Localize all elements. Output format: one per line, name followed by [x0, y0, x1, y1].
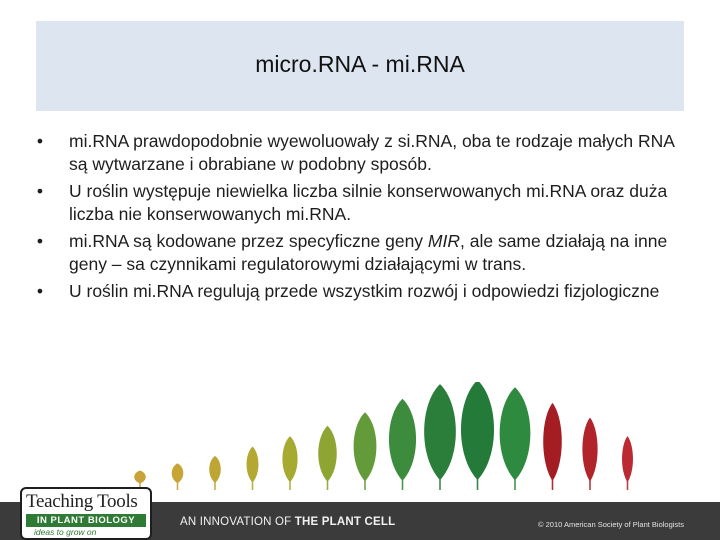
- leaf-6: [318, 426, 336, 490]
- logo-title: Teaching Tools: [26, 491, 138, 512]
- leaf-9: [424, 384, 456, 490]
- bullet-text: U roślin mi.RNA regulują przede wszystkim rozwój i odpowiedzi fizjologiczne: [69, 281, 660, 301]
- bullet-marker: •: [36, 281, 44, 301]
- bullet-marker: •: [36, 181, 44, 201]
- leaf-11: [500, 387, 531, 490]
- bullet-text: U roślin występuje niewielka liczba silnie konserwowanych mi.RNA oraz duża liczba nie konserwowanych mi.RNA.: [69, 181, 668, 224]
- bullet-text: mi.RNA prawdopodobnie wyewoluowały z si.RNA, oba te rodzaje małych RNA są wytwarzane i obrabiane w podobny sposób.: [69, 131, 674, 174]
- leaf-4: [247, 447, 259, 490]
- bullet-list: [34, 130, 674, 307]
- copyright-notice: © 2010 American Society of Plant Biologists: [538, 520, 685, 529]
- bullet-marker: •: [36, 131, 44, 151]
- bullet-item: [34, 280, 674, 303]
- slide-title: micro.RNA - mi.RNA: [255, 50, 465, 77]
- bullet-text-continued: , ale same działają na inne geny – sa czynnikami regulatorowymi działającymi w trans.: [69, 231, 668, 274]
- leaf-10: [461, 382, 494, 490]
- logo-tagline: ideas to grow on: [34, 527, 97, 537]
- leaf-12: [543, 403, 562, 490]
- innovation-prefix: AN INNOVATION OF: [180, 516, 295, 528]
- leaf-3: [209, 456, 221, 490]
- gene-name-mir: MIR: [427, 231, 460, 251]
- innovation-brand: THE PLANT CELL: [294, 516, 396, 528]
- leaf-8: [389, 399, 416, 490]
- leaf-7: [354, 412, 377, 490]
- leaf-progression-illustration: [126, 382, 686, 502]
- logo-subtitle: IN PLANT BIOLOGY: [26, 514, 146, 527]
- title-banner: [36, 21, 684, 111]
- leaf-14: [622, 436, 633, 490]
- teaching-tools-logo: [20, 487, 152, 540]
- leaf-2: [172, 463, 184, 490]
- leaf-5: [282, 436, 297, 490]
- innovation-credit: [180, 516, 395, 528]
- bullet-marker: •: [36, 231, 44, 251]
- leaf-13: [582, 417, 597, 490]
- bullet-item: [34, 180, 674, 226]
- bullet-text: mi.RNA są kodowane przez specyficzne geny: [69, 231, 428, 251]
- bullet-item: [34, 230, 674, 276]
- bullet-item: [34, 130, 674, 176]
